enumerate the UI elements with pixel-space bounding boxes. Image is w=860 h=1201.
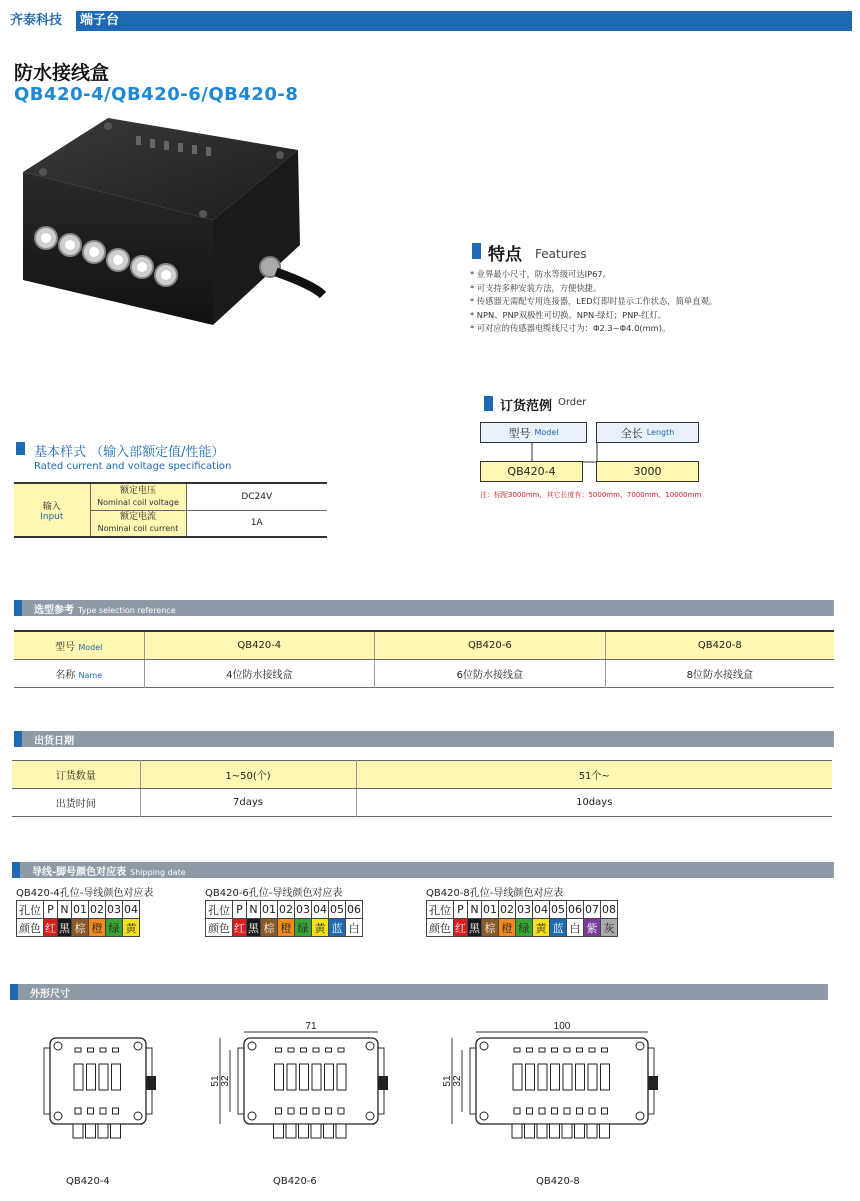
wire-position-cell: 03	[295, 901, 312, 919]
wire-color-cell: 绿	[295, 919, 312, 937]
wire-color-cell: 棕	[261, 919, 278, 937]
wire-position-cell: 02	[89, 901, 106, 919]
wire-position-cell: P	[44, 901, 58, 919]
type-name-label: 名称	[55, 669, 76, 681]
feature-item: * 业界最小尺寸，防水等级可达IP67。	[470, 269, 611, 279]
wire-position-cell: 04	[123, 901, 140, 919]
dim-body-outline	[476, 1038, 648, 1124]
order-model-header	[480, 422, 587, 443]
dim-body-outline	[50, 1038, 146, 1124]
wire-color-cell: 棕	[72, 919, 89, 937]
dim-body-outline	[244, 1038, 378, 1124]
wire-color-cell: 灰	[601, 919, 618, 937]
shipping-qty-label: 订货数量	[12, 761, 140, 789]
wire-color-cell: 棕	[482, 919, 499, 937]
type-model-label: 型号	[55, 641, 76, 653]
type-model-header	[14, 631, 144, 659]
dim-gland	[512, 1124, 522, 1138]
brand-name: 齐泰科技	[8, 11, 76, 31]
dim-width-label: 71	[305, 1021, 317, 1032]
wire-color-cell: 橙	[278, 919, 295, 937]
type-model-en: Model	[78, 642, 103, 652]
wire-position-cell: 05	[550, 901, 567, 919]
wire-color-cell: 绿	[516, 919, 533, 937]
features-title: 特点	[488, 245, 522, 265]
dim-gland	[562, 1124, 572, 1138]
wire-position-cell: 03	[106, 901, 123, 919]
spec-input-en: Input	[40, 511, 64, 522]
wire-position-cell: 08	[601, 901, 618, 919]
wire-color-cell: 红	[233, 919, 247, 937]
order-model-label: 型号	[508, 426, 531, 440]
order-model-en: Model	[534, 428, 559, 437]
type-name-cell: 6位防水接线盒	[375, 659, 606, 687]
type-name-cell: 8位防水接线盒	[686, 669, 753, 681]
wire-position-cell: 05	[329, 901, 346, 919]
order-length-label: 全长	[620, 426, 643, 440]
wire-position-label: 孔位	[427, 901, 454, 919]
shipping-time-label: 出货时间	[12, 789, 140, 817]
features-subtitle: Features	[535, 247, 587, 261]
wire-color-title: 导线-脚号颜色对应表	[32, 867, 127, 878]
wire-color-cell: 蓝	[329, 919, 346, 937]
table-row	[14, 483, 327, 510]
header-bar	[8, 11, 852, 31]
dim-height-label: 32	[452, 1075, 463, 1087]
dim-height-label: 51	[442, 1075, 453, 1087]
wire-position-row	[17, 901, 140, 919]
dim-cable-gland	[648, 1076, 658, 1090]
wire-color-cell: 红	[454, 919, 468, 937]
shipping-time-cell: 10days	[576, 797, 613, 808]
dim-gland	[575, 1124, 585, 1138]
order-title: 订货范例	[500, 399, 553, 414]
wire-color-row	[206, 919, 363, 937]
wire-position-cell: 04	[533, 901, 550, 919]
wire-table-title: QB420-4孔位-导线颜色对应表	[16, 888, 154, 899]
wire-color-cell: 黑	[58, 919, 72, 937]
product-models: QB420-4/QB420-6/QB420-8	[14, 84, 299, 105]
dim-cable-gland	[146, 1076, 156, 1090]
table-row	[14, 631, 834, 659]
spec-input-label: 输入	[42, 501, 61, 512]
type-name-header	[14, 659, 144, 687]
wire-color-cell: 红	[44, 919, 58, 937]
wire-color-cell: 蓝	[550, 919, 567, 937]
wire-position-cell: N	[468, 901, 482, 919]
wire-color-row	[17, 919, 140, 937]
dim-cable-gland	[378, 1076, 388, 1090]
spec-marker	[16, 442, 25, 455]
type-selection-title: 选型参考	[34, 605, 74, 616]
spec-name-cell	[90, 510, 186, 537]
order-marker	[484, 396, 493, 411]
feature-item: * NPN、PNP双极性可切换。NPN-绿灯；PNP-红灯。	[470, 309, 667, 320]
order-length-header	[596, 422, 699, 443]
spec-name-en: Nominal coil current	[97, 524, 179, 534]
wire-position-cell: N	[58, 901, 72, 919]
wire-color-cell: 黄	[533, 919, 550, 937]
order-length-en: Length	[646, 428, 675, 437]
wire-table-title: QB420-8孔位-导线颜色对应表	[426, 888, 564, 899]
order-length-value: 3000	[596, 461, 699, 482]
type-model-cell: QB420-6	[375, 631, 606, 659]
wire-color-cell: 紫	[584, 919, 601, 937]
features-list	[470, 268, 750, 336]
dim-gland	[324, 1124, 334, 1138]
wire-position-cell: 07	[584, 901, 601, 919]
wire-position-cell: 02	[278, 901, 295, 919]
wire-position-cell: 04	[312, 901, 329, 919]
type-selection-table	[14, 630, 834, 688]
dimensions-title: 外形尺寸	[30, 989, 70, 1000]
shipping-qty-cell: 1~50(个)	[140, 761, 356, 789]
spec-name: 额定电压	[119, 485, 156, 496]
product-title: 防水接线盒	[14, 62, 110, 84]
spec-value: DC24V	[186, 483, 327, 510]
wire-position-cell: 06	[567, 901, 584, 919]
wire-position-cell: P	[233, 901, 247, 919]
dim-model-label: QB420-4	[66, 1176, 110, 1187]
feature-item: * 传感器无需配专用连接器，LED灯即时显示工作状态，简单直观。	[470, 296, 718, 306]
dim-height-label: 51	[210, 1075, 221, 1087]
wire-position-cell: 01	[482, 901, 499, 919]
spec-title: 基本样式 （输入部额定值/性能）	[34, 445, 225, 460]
wire-color-cell: 黄	[123, 919, 140, 937]
type-model-cell: QB420-4	[144, 631, 375, 659]
wire-position-cell: 03	[516, 901, 533, 919]
bar-marker	[10, 984, 18, 1000]
wire-color-label: 颜色	[206, 919, 233, 937]
dim-gland	[274, 1124, 284, 1138]
table-row	[12, 761, 832, 789]
bar-marker	[14, 600, 22, 616]
dim-gland	[299, 1124, 309, 1138]
features-marker	[472, 243, 481, 259]
dimension-drawings	[0, 1020, 860, 1170]
shipping-qty-cell: 51个~	[356, 761, 832, 789]
wire-color-cell: 白	[567, 919, 584, 937]
product-photo	[18, 110, 348, 335]
wire-color-cell: 白	[346, 919, 363, 937]
wire-color-bar	[12, 862, 834, 878]
shipping-time-cell: 7days	[140, 789, 356, 817]
spec-name: 额定电流	[119, 512, 156, 523]
order-subtitle: Order	[558, 397, 587, 408]
feature-item: * 可支持多种安装方法，方便快捷。	[470, 282, 602, 293]
spec-name-cell	[90, 483, 186, 510]
wire-color-cell: 黑	[468, 919, 482, 937]
dim-gland	[587, 1124, 597, 1138]
wire-table-title: QB420-6孔位-导线颜色对应表	[205, 888, 343, 899]
spec-input-cell	[14, 483, 90, 537]
wire-color-label: 颜色	[17, 919, 44, 937]
spec-table	[14, 482, 327, 538]
wire-color-cell: 黄	[312, 919, 329, 937]
shipping-bar	[14, 731, 834, 747]
shipping-title: 出货日期	[34, 736, 74, 747]
dim-gland	[537, 1124, 547, 1138]
wire-position-label: 孔位	[206, 901, 233, 919]
shipping-table	[12, 760, 832, 817]
type-name-cell: 4位防水接线盒	[144, 659, 375, 687]
dim-gland	[600, 1124, 610, 1138]
dim-gland	[286, 1124, 296, 1138]
wire-color-row	[427, 919, 618, 937]
wire-position-cell: 06	[346, 901, 363, 919]
section-tag: 端子台	[80, 13, 120, 28]
table-row	[14, 659, 834, 687]
type-selection-bar	[14, 600, 834, 616]
dim-gland	[550, 1124, 560, 1138]
dim-gland	[311, 1124, 321, 1138]
wire-position-cell: 01	[261, 901, 278, 919]
type-model-cell: QB420-8	[605, 631, 834, 659]
wire-color-cell: 黑	[247, 919, 261, 937]
wire-position-cell: 02	[499, 901, 516, 919]
wire-color-table	[205, 900, 363, 937]
table-row	[12, 789, 832, 817]
feature-item: * 可对应的传感器电缆线尺寸为：Φ2.3~Φ4.0(mm)。	[470, 323, 671, 333]
dim-gland	[73, 1124, 83, 1138]
dim-height-label: 32	[220, 1075, 231, 1087]
order-note: 注：标配3000mm，其它长度有：5000mm、7000mm、10000mm	[480, 491, 702, 499]
wire-position-row	[427, 901, 618, 919]
spec-value: 1A	[186, 510, 327, 537]
spec-subtitle: Rated current and voltage specification	[34, 461, 232, 472]
wire-color-label: 颜色	[427, 919, 454, 937]
wire-position-cell: N	[247, 901, 261, 919]
dim-width-label: 100	[553, 1021, 571, 1032]
order-model-value: QB420-4	[480, 461, 583, 482]
wire-color-table	[16, 900, 140, 937]
dim-gland	[525, 1124, 535, 1138]
order-connector-lines	[520, 443, 620, 463]
type-selection-en: Type selection reference	[78, 606, 176, 615]
wire-position-label: 孔位	[17, 901, 44, 919]
dimensions-bar	[10, 984, 828, 1000]
bar-marker	[12, 862, 20, 878]
dim-gland	[111, 1124, 121, 1138]
wire-color-table	[426, 900, 618, 937]
wire-position-cell: P	[454, 901, 468, 919]
wire-position-cell: 01	[72, 901, 89, 919]
wire-color-cell: 橙	[89, 919, 106, 937]
wire-position-row	[206, 901, 363, 919]
type-name-en: Name	[78, 670, 103, 680]
dim-gland	[98, 1124, 108, 1138]
dim-model-label: QB420-6	[273, 1176, 317, 1187]
dim-gland	[86, 1124, 96, 1138]
wire-color-cell: 橙	[499, 919, 516, 937]
dim-gland	[336, 1124, 346, 1138]
bar-marker	[14, 731, 22, 747]
spec-name-en: Nominal coil voltage	[97, 497, 179, 507]
wire-color-en: Shipping date	[130, 868, 186, 877]
dim-model-label: QB420-8	[536, 1176, 580, 1187]
wire-color-cell: 绿	[106, 919, 123, 937]
